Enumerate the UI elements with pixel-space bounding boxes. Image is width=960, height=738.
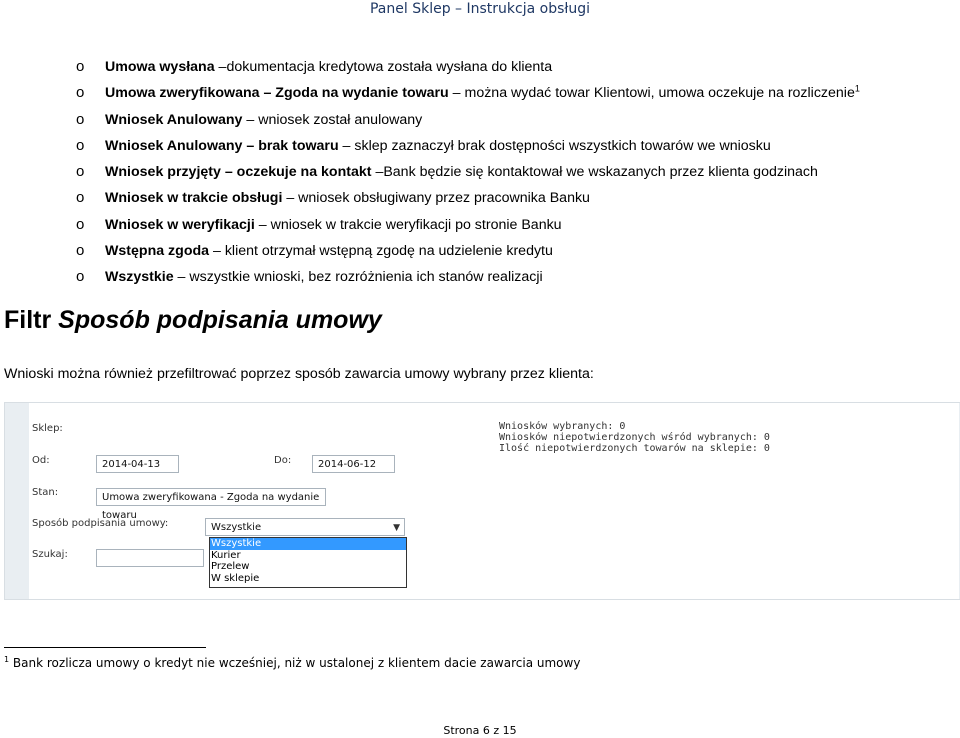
list-item	[0, 161, 960, 187]
info-box	[499, 421, 770, 454]
bullet-icon: o	[76, 84, 85, 102]
list-item-text	[105, 82, 860, 104]
status-name: Wniosek w trakcie obsługi	[105, 190, 283, 207]
stan-select[interactable]	[96, 488, 326, 521]
list-item	[0, 214, 960, 240]
status-description: – sklep zaznaczył brak dostępności wszystkich towarów we wniosku	[338, 137, 771, 154]
status-description: – wniosek w trakcie weryfikacji po stronie Banku	[254, 216, 562, 233]
status-name: Wniosek Anulowany	[105, 111, 243, 128]
filter-form	[29, 403, 959, 599]
sposob-select[interactable]	[205, 518, 405, 536]
dropdown-option[interactable]: Kurier	[211, 549, 241, 561]
bullet-icon: o	[76, 189, 85, 207]
search-input[interactable]	[96, 549, 204, 567]
list-item	[0, 266, 960, 292]
status-description: – wszystkie wnioski, bez rozróżnienia ich stanów realizacji	[173, 269, 543, 286]
status-name: Wszystkie	[105, 269, 174, 286]
label-sklep: Sklep:	[32, 423, 63, 434]
list-item-text	[105, 135, 771, 157]
status-name: Umowa wysłana	[105, 59, 215, 75]
stan-select-value: Umowa zweryfikowana - Zgoda na wydanie towaru	[102, 492, 320, 521]
date-to-input[interactable]: 2014-06-12	[312, 455, 395, 473]
dropdown-option[interactable]: Przelew	[211, 561, 250, 573]
list-item-text	[105, 187, 590, 209]
heading-plain: Filtr	[4, 306, 59, 334]
page-number: Strona 6 z 15	[443, 724, 517, 737]
status-name: Wniosek w weryfikacji	[105, 216, 255, 233]
bullet-icon: o	[76, 242, 85, 260]
info-line: Wniosków wybranych: 0	[499, 421, 626, 432]
dropdown-option[interactable]: Wszystkie	[210, 538, 406, 550]
footnote	[4, 655, 580, 671]
status-description: –dokumentacja kredytowa została wysłana do klienta	[214, 59, 553, 75]
page-header: Panel Sklep – Instrukcja obsługi	[369, 1, 590, 17]
status-description: – wniosek obsługiwany przez pracownika Banku	[282, 190, 590, 207]
label-szukaj: Szukaj:	[32, 549, 68, 560]
footnote-divider	[4, 647, 206, 648]
date-from-input[interactable]: 2014-04-13	[96, 455, 179, 473]
status-list	[0, 56, 960, 293]
dropdown-option[interactable]: W sklepie	[211, 572, 260, 584]
status-name: Wniosek Anulowany – brak towaru	[105, 137, 339, 154]
label-od: Od:	[32, 455, 50, 466]
label-do: Do:	[274, 455, 292, 466]
list-item	[0, 109, 960, 135]
list-item-text	[105, 240, 553, 262]
label-sposob: Sposób podpisania umowy:	[32, 518, 169, 529]
status-description: – wniosek został anulowany	[242, 111, 423, 128]
bullet-icon: o	[76, 110, 85, 128]
list-item	[0, 56, 960, 82]
status-name: Umowa zweryfikowana – Zgoda na wydanie towaru	[105, 85, 449, 102]
bullet-icon: o	[76, 163, 85, 181]
list-item-text	[105, 266, 543, 288]
list-item	[0, 82, 960, 108]
bullet-icon: o	[76, 58, 85, 75]
bullet-icon: o	[76, 136, 85, 154]
footnote-ref: 1	[854, 83, 860, 94]
bullet-icon: o	[76, 215, 85, 233]
list-item-text	[105, 109, 422, 131]
info-line: Wniosków niepotwierdzonych wśród wybranych: 0	[499, 432, 770, 443]
status-description: – klient otrzymał wstępną zgodę na udzielenie kredytu	[209, 243, 553, 260]
status-name: Wniosek przyjęty – oczekuje na kontakt	[105, 164, 372, 181]
list-item	[0, 240, 960, 266]
section-heading	[4, 304, 382, 336]
status-description: –Bank będzie się kontaktował we wskazanych przez klienta godzinach	[371, 164, 818, 181]
status-description: – można wydać towar Klientowi, umowa oczekuje na rozliczenie	[448, 85, 855, 102]
list-item-text	[105, 56, 552, 78]
sposob-dropdown-list[interactable]	[209, 537, 407, 588]
list-item	[0, 187, 960, 213]
footnote-number: 1	[4, 655, 10, 664]
label-stan: Stan:	[32, 487, 59, 498]
heading-italic: Sposób podpisania umowy	[58, 306, 382, 334]
sposob-select-value: Wszystkie	[211, 522, 262, 533]
info-line: Ilość niepotwierdzonych towarów na sklepie: 0	[499, 443, 770, 454]
bullet-icon: o	[76, 268, 85, 286]
footnote-text: Bank rozlicza umowy o kredyt nie wcześniej, niż w ustalonej z klientem dacie zawarcia umowy	[12, 656, 581, 670]
list-item	[0, 135, 960, 161]
chevron-down-icon[interactable]: ▼	[393, 523, 400, 533]
status-name: Wstępna zgoda	[105, 243, 210, 260]
intro-text: Wnioski można również przefiltrować poprzez sposób zawarcia umowy wybrany przez klienta:	[4, 366, 594, 382]
list-item-text	[105, 161, 818, 183]
filter-screenshot	[4, 402, 960, 600]
list-item-text	[105, 214, 562, 236]
